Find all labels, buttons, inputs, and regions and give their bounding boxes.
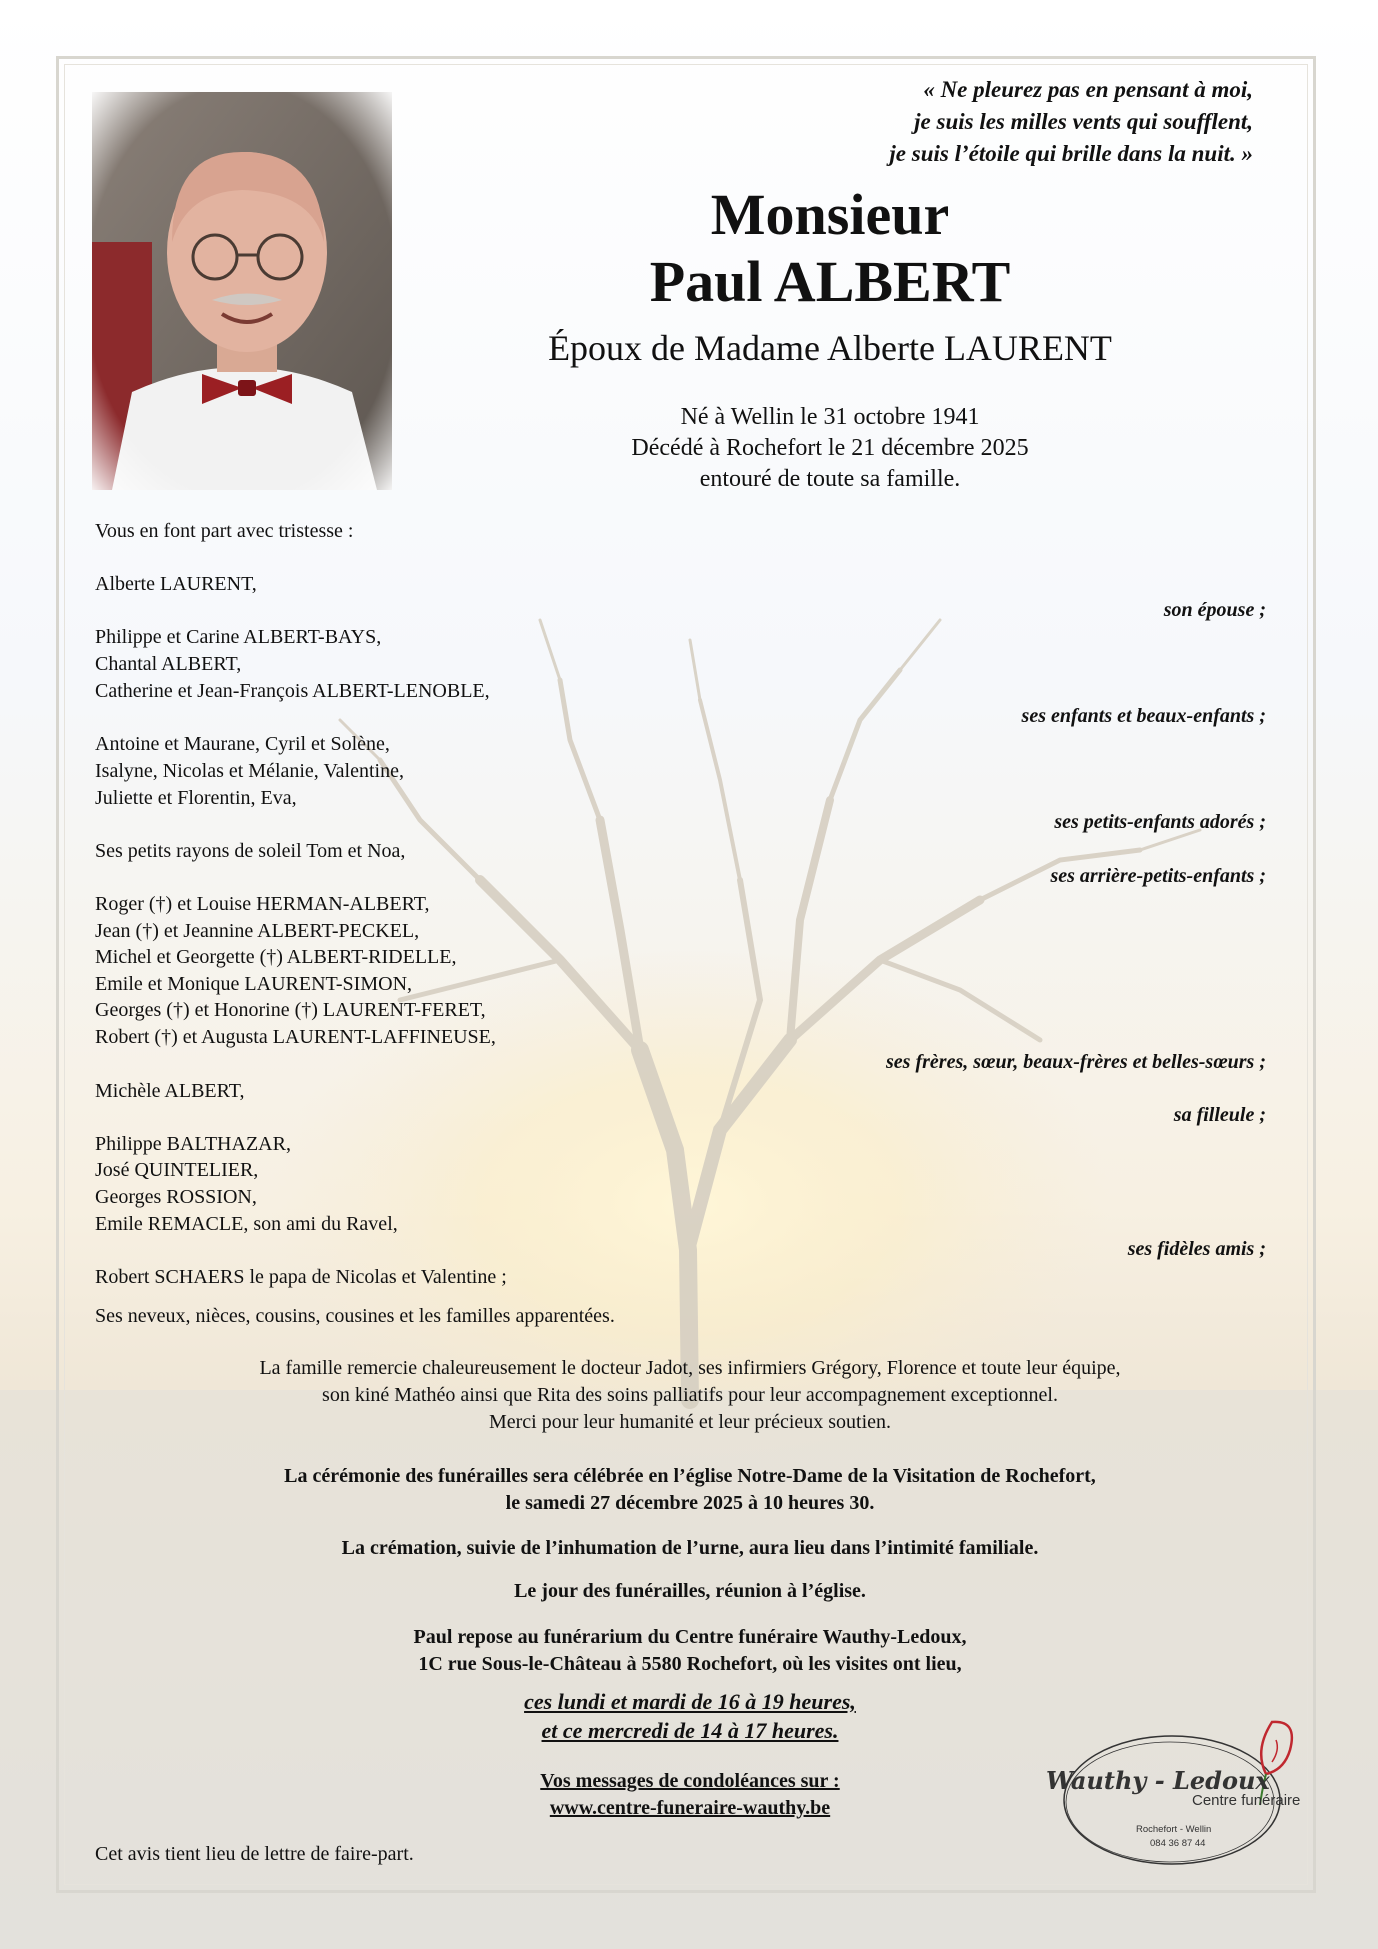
thanks-line: La famille remercie chaleureusement le docteur Jadot, ses infirmiers Grégory, Florence et toute leur équipe, <box>259 1357 1121 1379</box>
ceremony-info <box>120 1463 1260 1517</box>
date-line: Décédé à Rochefort le 21 décembre 2025 <box>631 435 1029 461</box>
family-relation: son épouse ; <box>1163 599 1266 621</box>
family-member: Georges (†) et Honorine (†) LAURENT-FERET, <box>95 999 486 1021</box>
deceased-name: Paul ALBERT <box>649 249 1011 314</box>
ceremony-line: le samedi 27 décembre 2025 à 10 heures 30. <box>505 1492 875 1514</box>
date-line: entouré de toute sa famille. <box>699 466 961 492</box>
family-member: Isalyne, Nicolas et Mélanie, Valentine, <box>95 760 404 782</box>
logo-location: Rochefort - Wellin <box>1136 1824 1212 1835</box>
family-member: Philippe BALTHAZAR, <box>95 1133 291 1155</box>
logo-brand: Wauthy - Ledoux <box>1046 1766 1270 1795</box>
condolences-link[interactable]: www.centre-funeraire-wauthy.be <box>549 1797 831 1819</box>
funeral-home-logo <box>1040 1710 1310 1870</box>
family-member: Ses neveux, nièces, cousins, cousines et les familles apparentées. <box>95 1305 615 1327</box>
logo-subtitle: Centre funéraire <box>1192 1792 1301 1809</box>
family-member: Michèle ALBERT, <box>95 1080 245 1102</box>
family-member: Emile et Monique LAURENT-SIMON, <box>95 973 413 995</box>
family-relation: ses frères, sœur, beaux-frères et belles-sœurs ; <box>886 1051 1266 1073</box>
family-member: Ses petits rayons de soleil Tom et Noa, <box>95 840 406 862</box>
announcement-intro: Vous en font part avec tristesse : <box>95 520 354 542</box>
ceremony-line: La cérémonie des funérailles sera célébrée en l’église Notre-Dame de la Visitation de Rochefort, <box>284 1465 1096 1487</box>
date-line: Né à Wellin le 31 octobre 1941 <box>680 404 980 430</box>
funerarium-line: 1C rue Sous-le-Château à 5580 Rochefort, où les visites ont lieu, <box>418 1653 962 1675</box>
portrait-photo <box>92 92 392 490</box>
family-member: Catherine et Jean-François ALBERT-LENOBLE, <box>95 680 490 702</box>
visit-line: et ce mercredi de 14 à 17 heures. <box>541 1718 839 1743</box>
family-relation: ses petits-enfants adorés ; <box>1054 811 1266 833</box>
footer-note: Cet avis tient lieu de lettre de faire-part. <box>95 1843 414 1865</box>
family-relation: ses arrière-petits-enfants ; <box>1050 865 1266 887</box>
family-relation: ses fidèles amis ; <box>1127 1238 1266 1260</box>
quote-line: « Ne pleurez pas en pensant à moi, <box>923 77 1253 102</box>
funerarium-line: Paul repose au funérarium du Centre funéraire Wauthy-Ledoux, <box>413 1626 967 1648</box>
quote-line: je suis l’étoile qui brille dans la nuit. » <box>889 141 1253 166</box>
quote-line: je suis les milles vents qui soufflent, <box>914 109 1253 134</box>
family-member: Georges ROSSION, <box>95 1186 257 1208</box>
family-member: Roger (†) et Louise HERMAN-ALBERT, <box>95 893 430 915</box>
family-member: Antoine et Maurane, Cyril et Solène, <box>95 733 390 755</box>
spouse-line: Époux de Madame Alberte LAURENT <box>548 328 1112 368</box>
family-relation: ses enfants et beaux-enfants ; <box>1021 705 1266 727</box>
family-member: José QUINTELIER, <box>95 1159 259 1181</box>
reunion-info: Le jour des funérailles, réunion à l’église. <box>514 1580 866 1602</box>
family-relation: sa filleule ; <box>1173 1104 1266 1126</box>
honorific-title: Monsieur <box>710 182 950 247</box>
logo-phone: 084 36 87 44 <box>1150 1838 1206 1849</box>
cremation-info: La crémation, suivie de l’inhumation de l’urne, aura lieu dans l’intimité familiale. <box>341 1537 1039 1559</box>
condolences-label: Vos messages de condoléances sur : <box>540 1770 840 1792</box>
thanks-line: Merci pour leur humanité et leur précieux soutien. <box>488 1411 892 1433</box>
family-member: Chantal ALBERT, <box>95 653 242 675</box>
family-member: Robert (†) et Augusta LAURENT-LAFFINEUSE, <box>95 1026 496 1048</box>
poem-quote <box>889 74 1253 170</box>
family-member: Emile REMACLE, son ami du Ravel, <box>95 1213 398 1235</box>
family-member: Michel et Georgette (†) ALBERT-RIDELLE, <box>95 946 457 968</box>
birth-death-dates <box>395 402 1265 495</box>
family-member: Juliette et Florentin, Eva, <box>95 787 297 809</box>
family-member: Jean (†) et Jeannine ALBERT-PECKEL, <box>95 920 420 942</box>
family-member: Robert SCHAERS le papa de Nicolas et Valentine ; <box>95 1266 507 1288</box>
funerarium-info <box>120 1624 1260 1678</box>
thanks-paragraph <box>120 1355 1260 1436</box>
family-member: Alberte LAURENT, <box>95 573 257 595</box>
visit-line: ces lundi et mardi de 16 à 19 heures, <box>524 1689 856 1714</box>
thanks-line: son kiné Mathéo ainsi que Rita des soins palliatifs pour leur accompagnement exceptionnel. <box>322 1384 1058 1406</box>
family-member: Philippe et Carine ALBERT-BAYS, <box>95 626 382 648</box>
